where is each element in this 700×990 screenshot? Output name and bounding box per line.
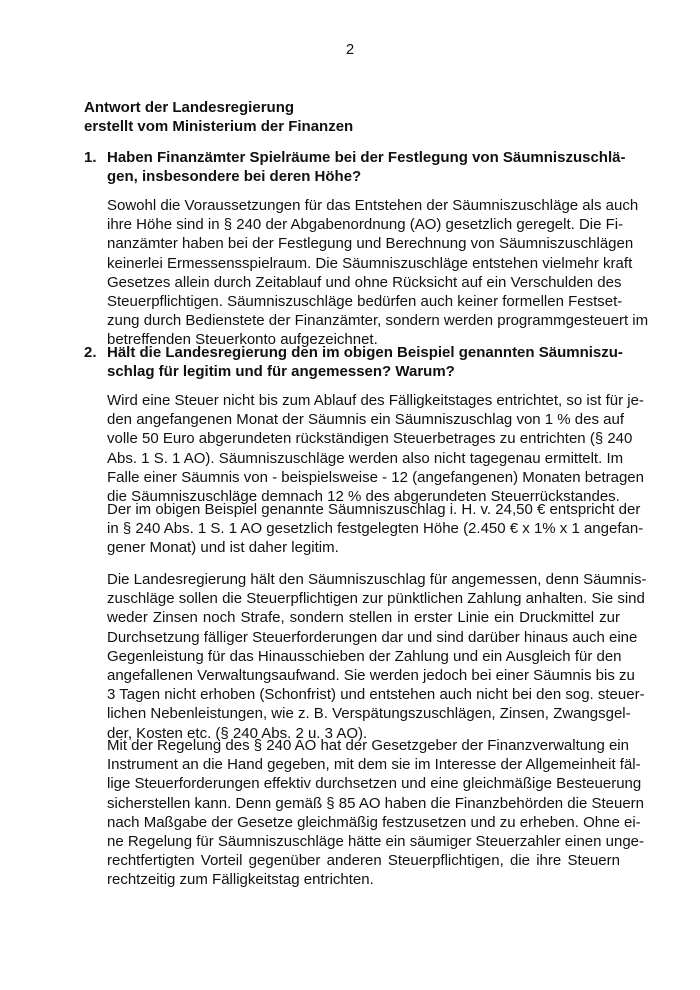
text-line: Die Landesregierung hält den Säumniszuschlag für angemessen, denn Säumnis- — [107, 571, 647, 588]
question-number: 1. — [84, 149, 97, 166]
text-line: die Säumniszuschläge demnach 12 % des abgerundeten Steuerrückstandes. — [107, 488, 620, 506]
text-line: ihre Höhe sind in § 240 der Abgabenordnung (AO) gesetzlich geregelt. Die Fi- — [107, 216, 624, 234]
text-line: schlag für legitim und für angemessen? Warum? — [107, 363, 455, 380]
text-line: in § 240 Abs. 1 S. 1 AO gesetzlich festgelegten Höhe (2.450 € x 1% x 1 angefan- — [107, 520, 644, 538]
text-line: den angefangenen Monat der Säumnis ein Säumniszuschlag von 1 % des auf — [107, 411, 625, 429]
text-line: rechtzeitig zum Fälligkeitstag entrichten. — [107, 871, 374, 889]
text-line: Wird eine Steuer nicht bis zum Ablauf des Fälligkeitstages entrichtet, so ist für je- — [107, 392, 644, 409]
text-line: lichen Nebenleistungen, wie z. B. Verspätungszuschlägen, Zinsen, Zwangsgel- — [107, 705, 631, 723]
text-line: nanzämter haben bei der Festlegung und Berechnung von Säumniszuschlägen — [107, 235, 634, 253]
question-number: 2. — [84, 344, 97, 361]
question-text — [107, 343, 623, 381]
text-line: gener Monat) und ist daher legitim. — [107, 539, 339, 557]
text-line: Hält die Landesregierung den im obigen Beispiel genannten Säumniszu- — [107, 344, 623, 361]
document-header — [84, 98, 353, 136]
text-line: Instrument an die Hand gegeben, mit dem sie im Interesse der Allgemeinheit fäl- — [107, 756, 641, 774]
answer-2-paragraph-2 — [107, 500, 644, 558]
text-line: volle 50 Euro abgerundeten rückständigen Steuerbetrages zu entrichten (§ 240 — [107, 430, 633, 448]
text-line: Abs. 1 S. 1 AO). Säumniszuschläge werden also nicht tagegenau ermittelt. Im — [107, 449, 624, 467]
text-line: der, Kosten etc. (§ 240 Abs. 2 u. 3 AO). — [107, 724, 368, 742]
text-line: angefallenen Verwaltungsaufwand. Sie werden jedoch bei einer Säumnis bis zu — [107, 667, 635, 685]
header-line-2: erstellt vom Ministerium der Finanzen — [84, 118, 354, 135]
text-line: weder Zinsen noch Strafe, sondern stellen in erster Linie ein Druckmittel zur — [107, 609, 620, 627]
text-line: lige Steuerforderungen effektiv durchsetzen und eine gleichmäßige Besteuerung — [107, 775, 642, 793]
text-line: gen, insbesondere bei deren Höhe? — [107, 168, 362, 185]
text-line: Sowohl die Voraussetzungen für das Entstehen der Säumniszuschläge als auch — [107, 197, 639, 214]
page-number: 2 — [345, 41, 355, 58]
question-text — [107, 148, 626, 186]
text-line: ne Regelung für Säumniszuschläge hätte ein säumiger Steuerzahler einen unge- — [107, 833, 645, 851]
text-line: betreffenden Steuerkonto aufgezeichnet. — [107, 331, 378, 349]
text-line: Haben Finanzämter Spielräume bei der Festlegung von Säumniszuschlä- — [107, 149, 626, 166]
text-line: nach Maßgabe der Gesetze gleichmäßig festzusetzen und zu erheben. Ohne ei- — [107, 813, 641, 831]
text-line: rechtfertigten Vorteil gegenüber anderen Steuerpflichtigen, die ihre Steuern — [107, 852, 620, 870]
text-line: keinerlei Ermessensspielraum. Die Säumniszuschläge entstehen vielmehr kraft — [107, 254, 633, 272]
text-line: 3 Tagen nicht erhoben (Schonfrist) und entstehen auch nicht bei den sog. steuer- — [107, 686, 645, 704]
header-line-1: Antwort der Landesregierung — [84, 99, 295, 116]
text-line: zuschläge sollen die Steuerpflichtigen zur pünktlichen Zahlung anhalten. Sie sind — [107, 590, 645, 608]
text-line: Gegenleistung für das Hinausschieben der Zahlung und ein Ausgleich für den — [107, 647, 622, 665]
answer-2-paragraph-3 — [107, 570, 647, 743]
answer-2-paragraph-4 — [107, 736, 645, 890]
text-line: Durchsetzung fälliger Steuerforderungen dar und sind darüber hinaus auch eine — [107, 628, 638, 646]
answer-2-paragraph-1 — [107, 391, 644, 506]
text-line: Der im obigen Beispiel genannte Säumniszuschlag i. H. v. 24,50 € entspricht der — [107, 501, 641, 518]
text-line: Falle einer Säumnis von - beispielsweise - 12 (angefangenen) Monaten betragen — [107, 468, 644, 486]
answer-1-paragraph — [107, 196, 649, 350]
text-line: sicherstellen kann. Denn gemäß § 85 AO haben die Finanzbehörden die Steuern — [107, 794, 645, 812]
text-line: zung durch Bedienstete der Finanzämter, sondern werden programmgesteuert im — [107, 312, 649, 330]
text-line: Gesetzes allein durch Zeitablauf und ohne Rücksicht auf ein Verschulden des — [107, 273, 622, 291]
text-line: Mit der Regelung des § 240 AO hat der Gesetzgeber der Finanzverwaltung ein — [107, 737, 629, 754]
text-line: Steuerpflichtigen. Säumniszuschläge bedürfen auch keiner formellen Festset- — [107, 293, 623, 311]
